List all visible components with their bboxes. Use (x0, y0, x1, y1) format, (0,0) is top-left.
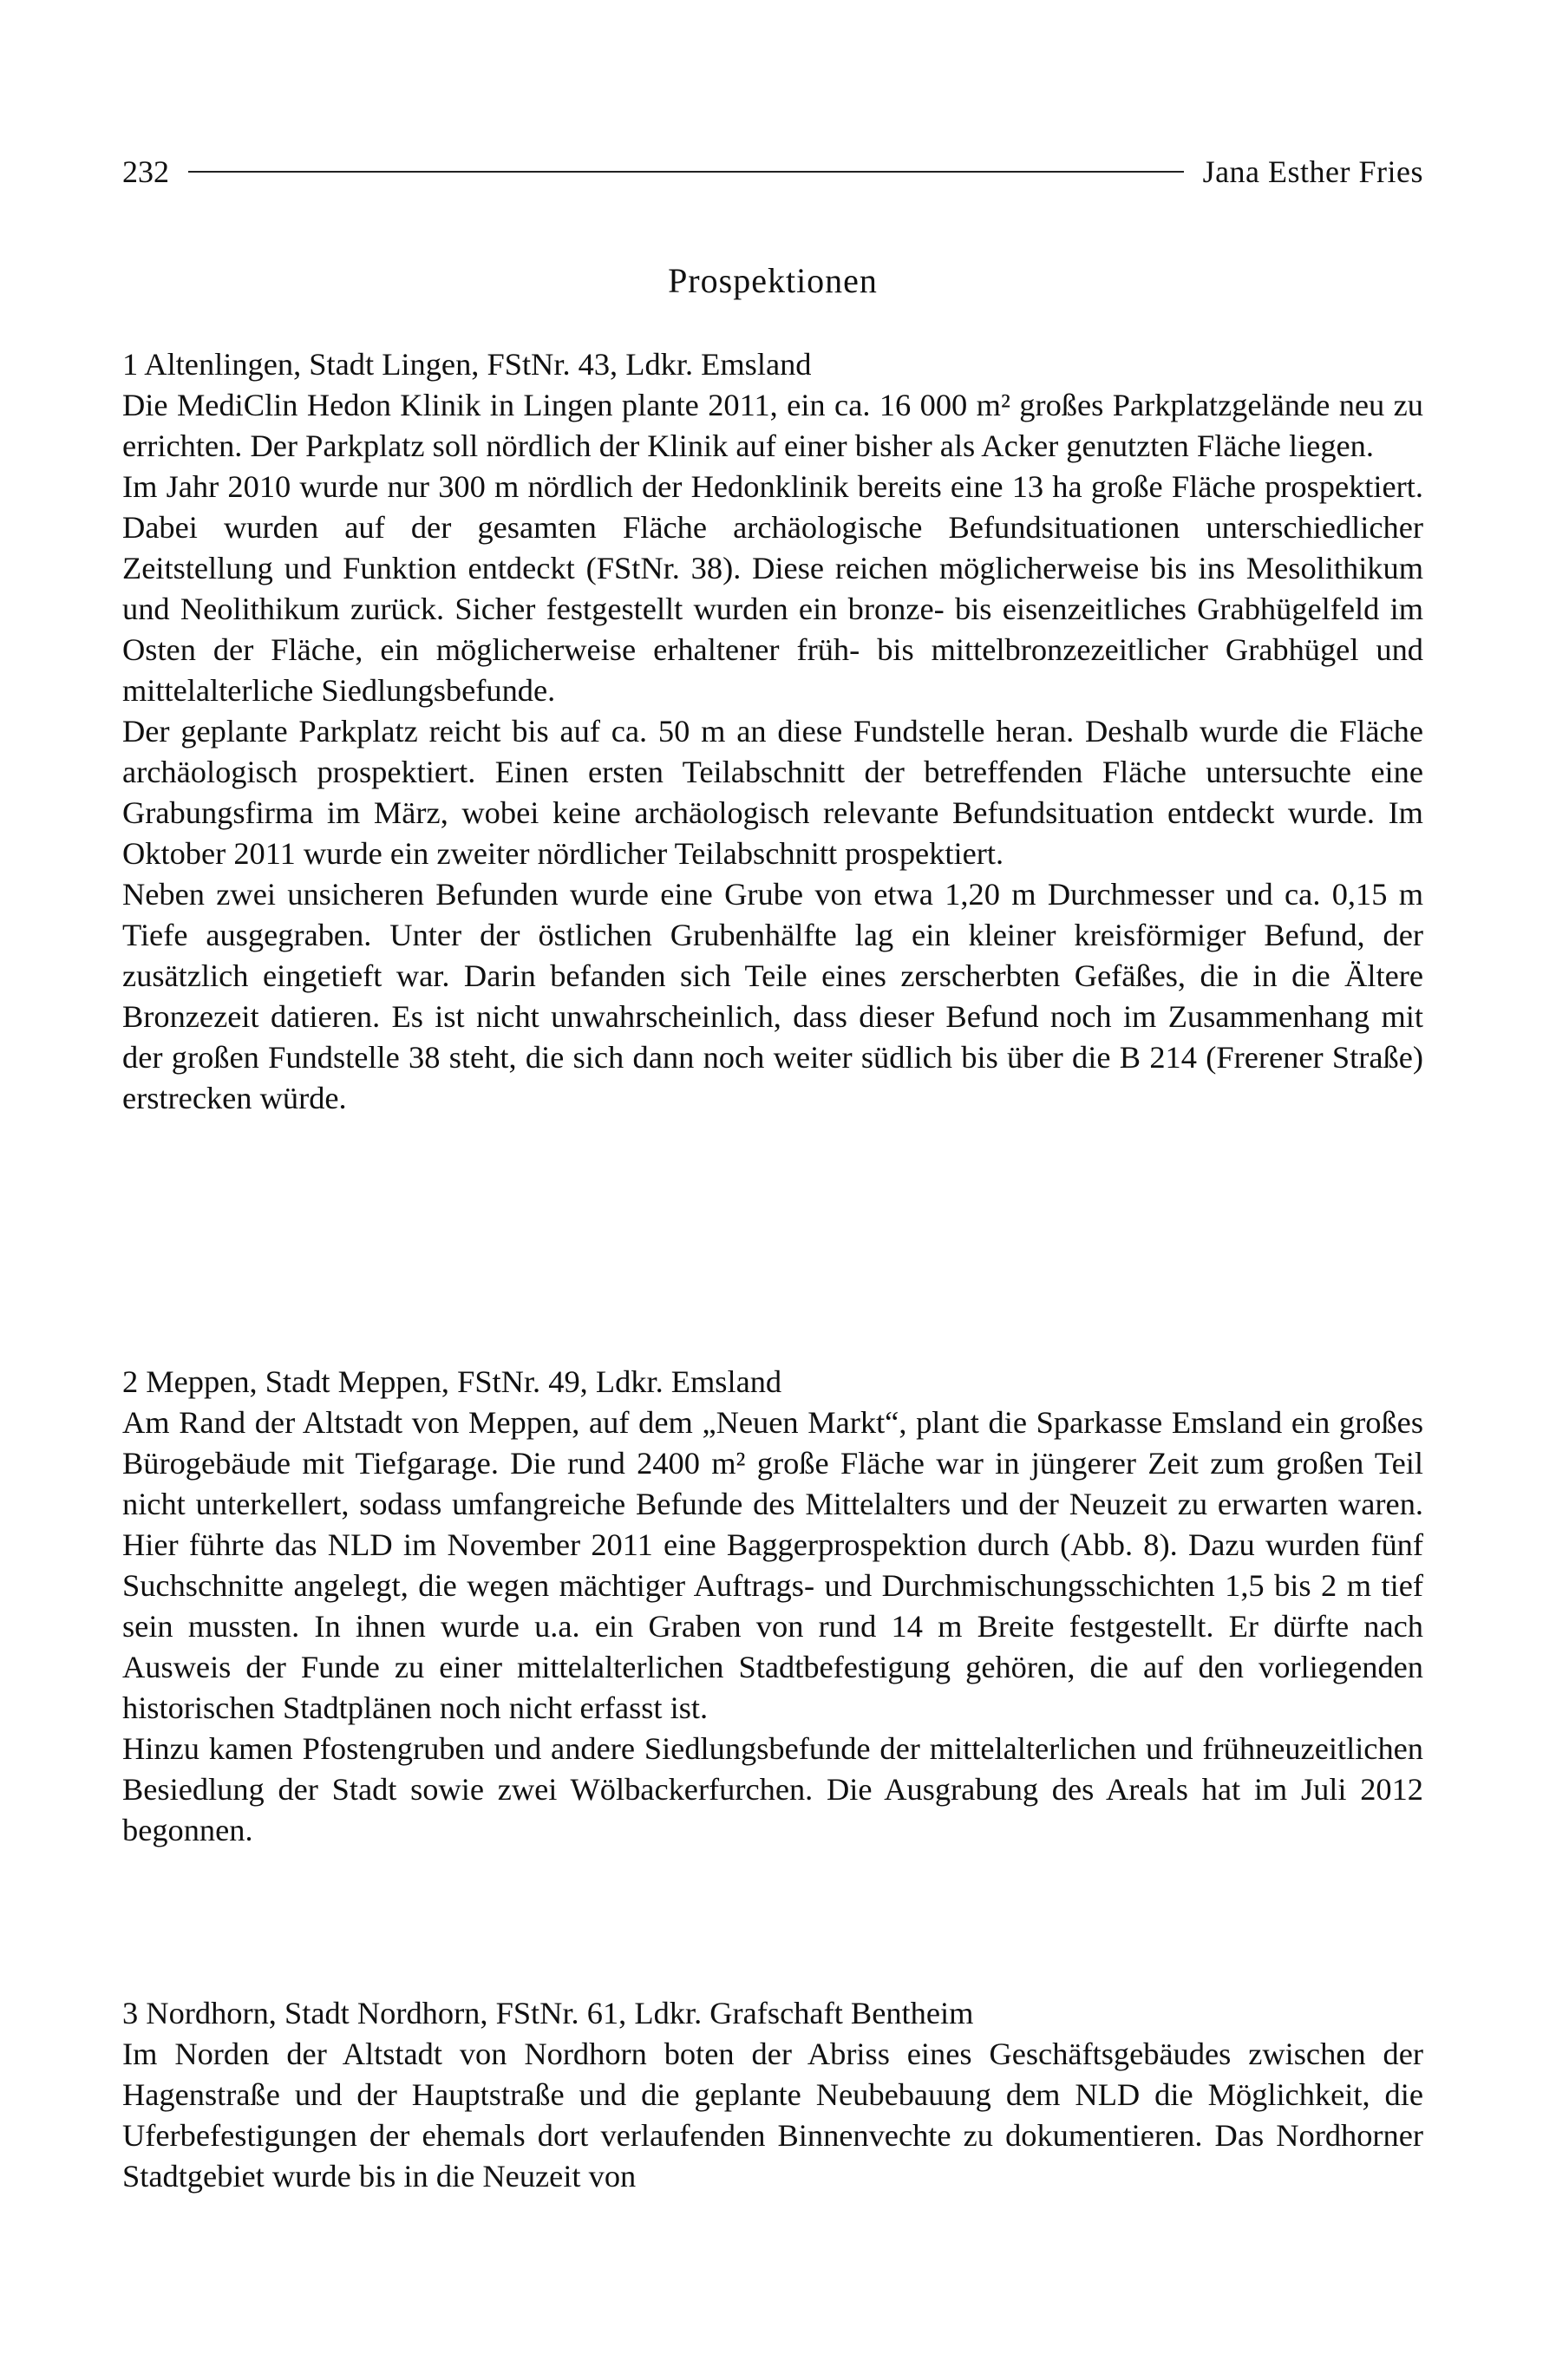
paragraph: Der geplante Parkplatz reicht bis auf ca. 50 m an diese Fundstelle heran. Deshalb wurde die Fläche archäologisch prospektiert. Einen ersten Teilabschnitt der betreffenden Fläche untersuchte eine Grabungsfirma im März, wobei keine archäologisch relevante Befundsituation entdeckt wurde. Im Oktober 2011 wurde ein zweiter nördlicher Teilabschnitt prospektiert. (122, 714, 1423, 871)
running-header (122, 146, 1423, 198)
paragraph: Im Norden der Altstadt von Nordhorn boten der Abriss eines Geschäftsgebäudes zwischen der Hagenstraße und der Hauptstraße und die geplante Neubebauung dem NLD die Möglichkeit, die Uferbefestigungen der ehemals dort verlaufenden Binnenvechte zu dokumentieren. Das Nordhorner Stadtgebiet wurde bis in die Neuzeit von (122, 2037, 1423, 2194)
page-number: 232 (122, 154, 169, 189)
paragraph: Im Jahr 2010 wurde nur 300 m nördlich der Hedonklinik bereits eine 13 ha große Fläche prospektiert. Dabei wurden auf der gesamten Fläche archäologische Befundsituationen unterschiedlicher Zeitstellung und Funktion entdeckt (FStNr. 38). Diese reichen möglicherweise bis ins Mesolithikum und Neolithikum zurück. Sicher festgestellt wurden ein bronze- bis eisenzeitliches Grabhügelfeld im Osten der Fläche, ein möglicherweise erhaltener früh- bis mittelbronzezeitlicher Grabhügel und mittelalterliche Siedlungsbefunde. (122, 469, 1423, 708)
paragraph: Die MediClin Hedon Klinik in Lingen plante 2011, ein ca. 16 000 m² großes Parkplatzgelände neu zu errichten. Der Parkplatz soll nördlich der Klinik auf einer bisher als Acker genutzten Fläche liegen. (122, 388, 1423, 463)
paragraph: Neben zwei unsicheren Befunden wurde eine Grube von etwa 1,20 m Durchmesser und ca. 0,15 m Tiefe ausgegraben. Unter der östlichen Grubenhälfte lag ein kleiner kreisförmiger Befund, der zusätzlich eingetieft war. Darin befanden sich Teile eines zerscherbten Gefäßes, die in die Ältere Bronzezeit datieren. Es ist nicht unwahrscheinlich, dass dieser Befund noch im Zusammenhang mit der großen Fundstelle 38 steht, die sich dann noch weiter südlich bis über die B 214 (Frerener Straße) erstrecken würde. (122, 877, 1423, 1115)
site-heading: 2 Meppen, Stadt Meppen, FStNr. 49, Ldkr. Emsland (122, 1364, 782, 1399)
site-heading: 1 Altenlingen, Stadt Lingen, FStNr. 43, Ldkr. Emsland (122, 347, 812, 382)
site-entry-meppen (122, 1362, 1423, 1851)
running-author: Jana Esther Fries (1202, 154, 1423, 189)
site-heading: 3 Nordhorn, Stadt Nordhorn, FStNr. 61, Ldkr. Grafschaft Bentheim (122, 1996, 974, 2030)
header-rule (188, 171, 1184, 173)
site-entry-altenlingen (122, 344, 1423, 1119)
site-entry-nordhorn (122, 1993, 1423, 2197)
paragraph: Hinzu kamen Pfostengruben und andere Siedlungsbefunde der mittelalterlichen und frühneuzeitlichen Besiedlung der Stadt sowie zwei Wölbackerfurchen. Die Ausgrabung des Areals hat im Juli 2012 begonnen. (122, 1731, 1423, 1847)
paragraph: Am Rand der Altstadt von Meppen, auf dem „Neuen Markt“, plant die Sparkasse Emsland ein großes Bürogebäude mit Tiefgarage. Die rund 2400 m² große Fläche war in jüngerer Zeit zum großen Teil nicht unterkellert, sodass umfangreiche Befunde des Mittelalters und der Neuzeit zu erwarten waren. Hier führte das NLD im November 2011 eine Baggerprospektion durch (Abb. 8). Dazu wurden fünf Suchschnitte angelegt, die wegen mächtiger Auftrags- und Durchmischungsschichten 1,5 bis 2 m tief sein mussten. In ihnen wurde u.a. ein Graben von rund 14 m Breite festgestellt. Er dürfte nach Ausweis der Funde zu einer mittelalterlichen Stadtbefestigung gehören, die auf den vorliegenden historischen Stadtplänen noch nicht erfasst ist. (122, 1405, 1423, 1725)
section-title: Prospektionen (668, 261, 878, 300)
